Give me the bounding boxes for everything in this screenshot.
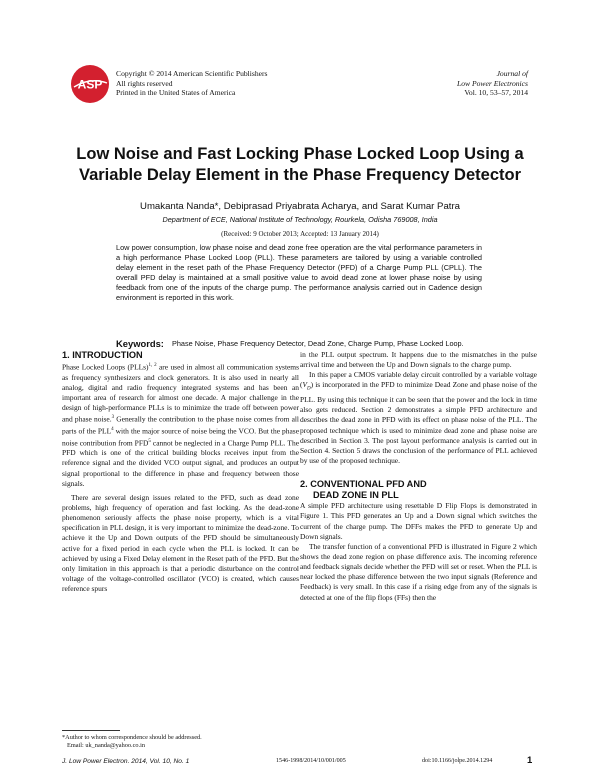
footnote-email: Email: uk_nanda@yahoo.co.in [67, 742, 146, 750]
abstract: Low power consumption, low phase noise and dead zone free operation are the vital performance parameters in a high performance Phase Locked Loop (PLL). These parameters are tailored by using a variable controlled delay element in the reset path of the Phase Frequency Detector (PFD) of a Charge Pump PLL (CPLL). The overall PFD delay is maintained at a small positive value to avoid dead zone at lower phase noise by using feedback from one of the inputs of the charge pump. The performance analysis carried out in Cadence design environment is reported in this work. [116, 243, 482, 303]
intro-p1-text-a: Phase Locked Loops (PLLs) [62, 362, 149, 372]
intro-p1-text-b: are used in almost all communication systems as frequency synthesizers and clock generators. It is also used in nearly all analog, digital and radio frequency integrated systems and has been an important area of research for almost one decade. A major challenge in the design of high-performance PLLs is to minimize the trade off between power and phase noise. [62, 362, 299, 424]
paper-title [60, 144, 540, 186]
footnote [62, 734, 202, 750]
rights-line: All rights reserved [116, 78, 173, 88]
title-line-1: Low Noise and Fast Locking Phase Locked Loop Using a [76, 145, 524, 163]
journal-info [457, 69, 528, 98]
variable-subscript: D [307, 386, 311, 392]
copyright-line: Copyright © 2014 American Scientific Publishers [116, 69, 268, 78]
intro-paragraph-2: There are several design issues related to the PFD, such as dead zone problems, high frequency of operation and fast locking. As the dead-zone phenomenon seriously affects the phase noise property, which is a vital specification in PLL design, it is very important to minimize the dead-zone. To achieve it the Up and Down outputs of the PFD should be simultaneously active for a fixed period in each cycle when the PLL is locked. It can be achieved by using a Fixed Delay element in the Reset path of the PFD. But the only limitation in this approach is that a periodic disturbance on the control voltage of the voltage-controlled oscillator (VCO) is created, which causes reference spurs [62, 492, 299, 594]
intro-paragraph-4 [300, 370, 537, 466]
asp-logo [70, 64, 110, 104]
citation-1-2: 1, 2 [148, 363, 157, 368]
author-list: Umakanta Nanda*, Debiprasad Priyabrata Acharya, and Sarat Kumar Patra [140, 201, 460, 212]
journal-of: Journal of [496, 69, 528, 78]
citation-4: 4 [111, 426, 114, 432]
footer-issn: 1546-1998/2014/10/001/005 [276, 758, 346, 764]
keywords-text: Phase Noise, Phase Frequency Detector, Dead Zone, Charge Pump, Phase Locked Loop. [172, 339, 464, 348]
journal-name: Low Power Electronics [456, 78, 528, 88]
right-column [300, 350, 537, 603]
affiliation: Department of ECE, National Institute of Technology, Rourkela, Odisha 769008, India [162, 215, 438, 224]
intro-paragraph-1 [62, 361, 299, 489]
footer-journal-citation: J. Low Power Electron. 2014, Vol. 10, No. 1 [62, 758, 190, 765]
page-number: 1 [527, 755, 533, 766]
citation-3: 3 [111, 415, 115, 421]
received-dates: (Received: 9 October 2013; Accepted: 13 January 2014) [221, 230, 379, 238]
footnote-author-line: *Author to whom correspondence should be addressed. [62, 734, 202, 741]
pfd-paragraph-2: The transfer function of a conventional PFD is illustrated in Figure 2 which shows the dead zone region on phase difference axis. The incoming reference and feedback signals decide whether the PFD will set or reset. When the PLL is near locked the phase difference between the two input signals (Reference and Feedback) is very small. In this case if a rising edge from any of the signals is detected at one of the flip flops (FFs) then the [300, 541, 537, 602]
pfd-paragraph-1: A simple PFD architecture using resettable D Flip Flops is demonstrated in Figure 1. This PFD generates an Up and a Down signal which switches the current of the charge pump. The DFFs makes the PFD to generate Up and Down signals. [300, 501, 537, 541]
keywords-label: Keywords: [116, 338, 164, 349]
footnote-rule [62, 730, 120, 731]
variable-v: V [302, 380, 308, 390]
section-1-heading: 1. INTRODUCTION [62, 350, 143, 360]
intro-p1-text-e: cannot be neglected in a Charge Pump PLL. The PFD which is one of the critical building blocks receives input from the reference signal and the divided VCO output signal, and produces an output signal proportional to the difference in phase and frequency between those signals. [62, 438, 299, 488]
intro-paragraph-3: in the PLL output spectrum. It happens due to the mismatches in the pulse arrival time and between the Up and Down signals to the charge pump. [300, 350, 537, 370]
left-column [62, 350, 299, 594]
intro-p4-text-b: ) is incorporated in the PFD to minimize Dead Zone and phase noise of the PLL. By using this technique it can be seen that the power and the lock in time also gets reduced. Section 2 demonstrates a simple PFD architecture and describes the dead zone in PFD with its effect on phase noise of the PLL. The proposed technique which is used to minimize dead zone and phase noise are described in Section 3. The post layout performance analysis is carried out in Section 4. Section 5 draws the conclusion of the performance of PLL achieved by use of the proposed technique. [300, 380, 537, 466]
footer-doi: doi:10.1166/jolpe.2014.1294 [422, 758, 493, 764]
copyright-block [116, 69, 268, 98]
intro-p1-text-d: with the major source of noise being the VCO. But the phase noise contribution from PFD [62, 426, 299, 448]
title-line-2: Variable Delay Element in the Phase Frequency Detector [78, 166, 521, 184]
printed-line: Printed in the United States of America [116, 88, 236, 98]
intro-p4-text-a: In this paper a CMOS variable delay circuit controlled by a variable voltage ( [300, 370, 537, 390]
section-2-heading-line-2: DEAD ZONE IN PLL [313, 490, 399, 501]
logo-text: ASP [77, 77, 103, 92]
citation-5: 5 [148, 438, 151, 444]
section-2-heading [300, 479, 537, 501]
intro-p1-text-c: Generally the contribution to the phase noise comes from all parts of the PLL [62, 414, 299, 436]
section-2-heading-line-1: 2. CONVENTIONAL PFD AND [300, 479, 427, 490]
journal-volume: Vol. 10, 53–57, 2014 [464, 88, 528, 98]
